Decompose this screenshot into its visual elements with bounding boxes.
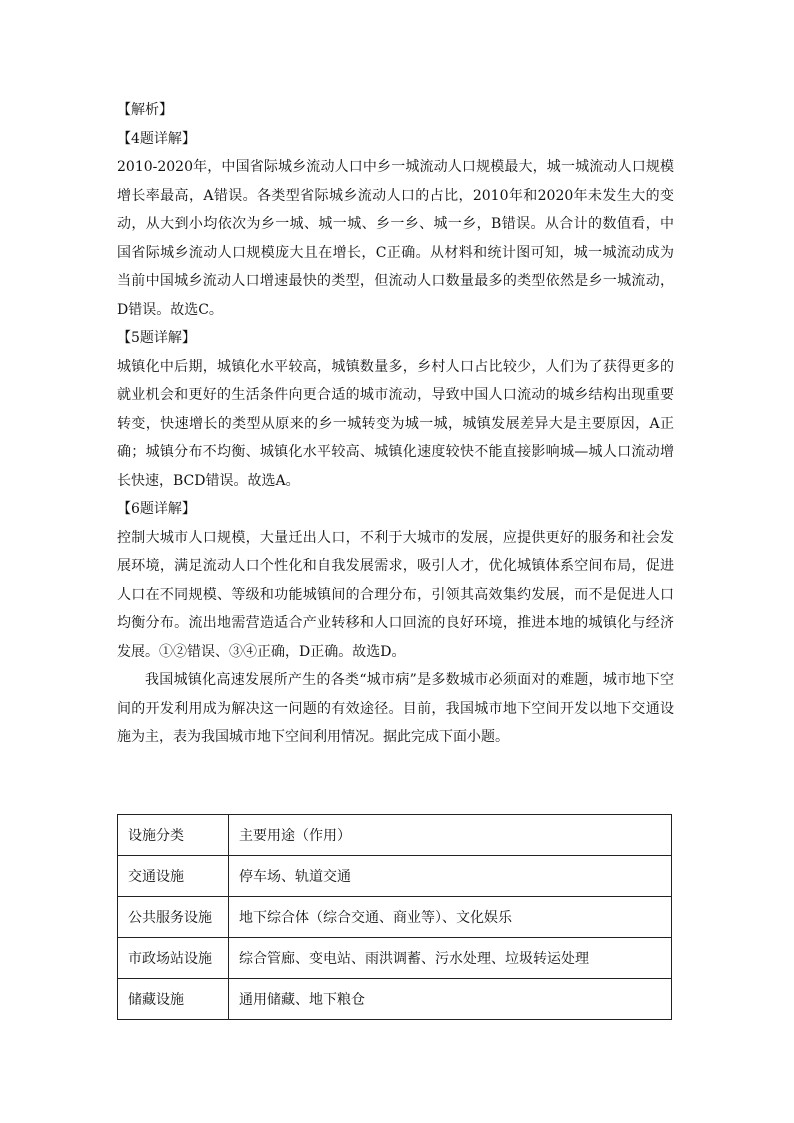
intro-line: 施为主，表为我国城市地下空间利用情况。据此完成下面小题。 [117,729,509,745]
q4-line: 2010-2020年，中国省际城乡流动人口中乡一城流动人口规模最大，城一城流动人口规模 [117,159,674,175]
intro-line: 我国城镇化高速发展所产生的各类“城市病”是多数城市必须面对的难题，城市地下空 [145,672,674,688]
underground-space-table [117,814,672,1020]
table-cell: 地下综合体（综合交通、商业等）、文化娱乐 [229,897,672,938]
q4-explanation [117,153,674,324]
table-cell: 交通设施 [118,856,229,897]
analysis-heading: 【解析】 [117,102,173,118]
q6-line: 发展。①②错误、③④正确，D正确。故选D。 [117,643,406,660]
table-cell: 通用储藏、地下粮仓 [229,979,672,1020]
q6-line: 控制大城市人口规模，大量迁出人口，不利于大城市的发展，应提供更好的服务和社会发 [117,529,674,546]
q5-line: 确；城镇分布不均衡、城镇化水平较高、城镇化速度较快不能直接影响城—城人口流动增 [117,444,674,460]
q4-line: D错误。故选C。 [117,301,223,318]
table-cell: 综合管廊、变电站、雨洪调蓄、污水处理、垃圾转运处理 [229,938,672,979]
q6-line: 展环境，满足流动人口个性化和自我发展需求，吸引人才，优化城镇体系空间布局，促进 [117,558,674,574]
q5-line: 城镇化中后期，城镇化水平较高，城镇数量多，乡村人口占比较少，人们为了获得更多的 [117,358,674,375]
table-header-cell: 设施分类 [118,815,229,856]
intro-paragraph [117,666,674,752]
table-cell: 储藏设施 [118,979,229,1020]
table-row [118,897,672,938]
q5-line: 就业机会和更好的生活条件向更合适的城市流动，导致中国人口流动的城乡结构出现重要 [117,387,674,403]
table-row [118,856,672,897]
table-row [118,979,672,1020]
q4-line: 增长率最高，A错误。各类型省际城乡流动人口的占比，2010年和2020年未发生大的变 [117,187,674,204]
q5-title: 【5题详解】 [117,330,196,346]
q5-line: 长快速，BCD错误。故选A。 [117,472,300,489]
table-cell: 市政场站设施 [118,938,229,979]
document-body [117,96,674,752]
table-header-cell: 主要用途（作用） [229,815,672,856]
q4-title: 【4题详解】 [117,130,196,147]
q5-line: 转变，快速增长的类型从原来的乡一城转变为城一城，城镇发展差异大是主要原因，A正 [117,415,674,432]
table-cell: 公共服务设施 [118,897,229,938]
q4-line: 当前中国城乡流动人口增速最快的类型，但流动人口数量最多的类型依然是乡一城流动， [117,273,674,289]
q4-line: 国省际城乡流动人口规模庞大且在增长，C正确。从材料和统计图可知，城一城流动成为 [117,244,674,261]
q6-title: 【6题详解】 [117,501,196,517]
q6-explanation [117,524,674,667]
q5-explanation [117,353,674,496]
q6-line: 人口在不同规模、等级和功能城镇间的合理分布，引领其高效集约发展，而不是促进人口 [117,586,674,603]
q6-line: 均衡分布。流出地需营造适合产业转移和人口回流的良好环境，推进本地的城镇化与经济 [117,615,674,631]
intro-line: 间的开发利用成为解决这一问题的有效途径。目前，我国城市地下空间开发以地下交通设 [117,700,674,717]
table-cell: 停车场、轨道交通 [229,856,672,897]
table-row [118,938,672,979]
q4-line: 动，从大到小均依次为乡一城、城一城、乡一乡、城一乡，B错误。从合计的数值看，中 [117,216,674,232]
table-header-row [118,815,672,856]
